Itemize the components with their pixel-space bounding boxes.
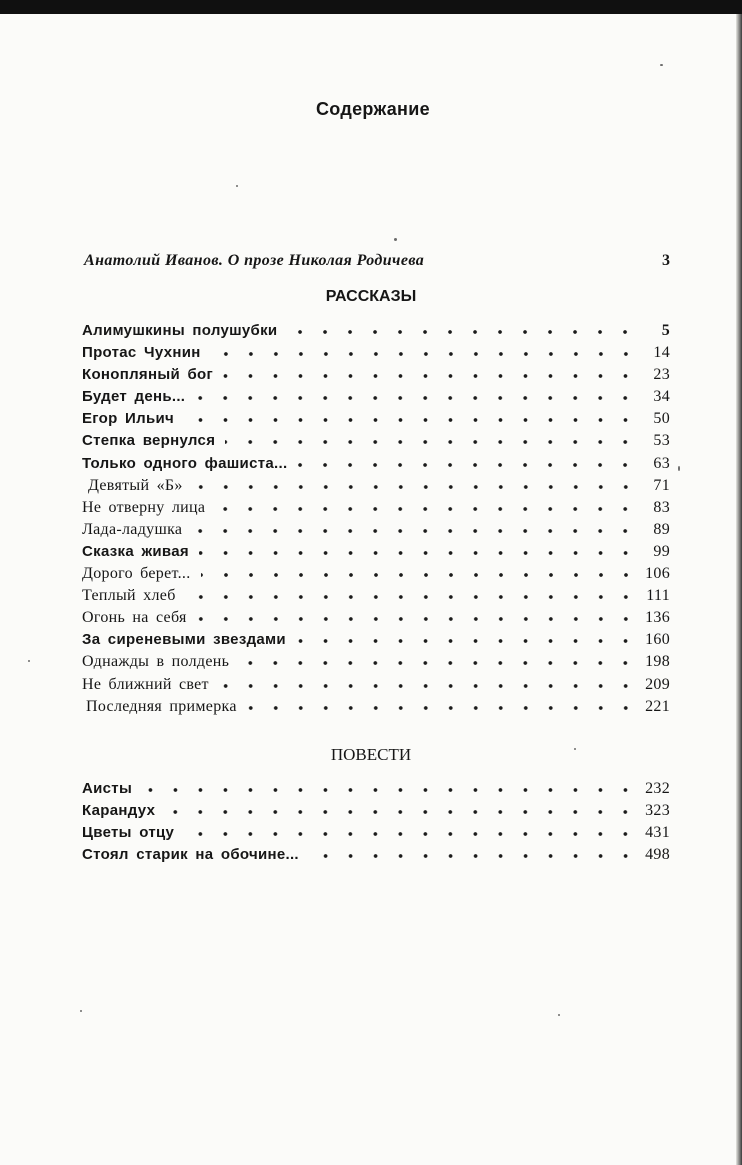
toc-row bbox=[82, 521, 670, 543]
toc-row bbox=[82, 455, 670, 477]
leader-dots bbox=[201, 572, 639, 578]
preface-page-number: 3 bbox=[662, 252, 670, 269]
scan-speck bbox=[236, 185, 238, 187]
toc-title: Егор Ильич bbox=[82, 410, 175, 428]
toc-title: Алимушкины полушубки bbox=[82, 322, 278, 339]
toc-page: 5 bbox=[661, 322, 670, 339]
toc-row bbox=[82, 587, 670, 609]
scan-top-border bbox=[0, 0, 742, 14]
toc-title: Карандух bbox=[82, 802, 156, 820]
scan-right-edge bbox=[736, 14, 742, 1165]
leader-dots bbox=[239, 660, 638, 666]
toc-page: 99 bbox=[653, 542, 670, 560]
toc-row bbox=[82, 609, 670, 631]
page-title: Содержание bbox=[316, 99, 430, 119]
toc-page: 53 bbox=[653, 432, 670, 450]
toc-row bbox=[82, 565, 670, 587]
toc-title: Однажды в полдень bbox=[82, 653, 230, 671]
scan-speck bbox=[394, 238, 397, 241]
toc-page: 83 bbox=[653, 498, 670, 516]
toc-title: Девятый «Б» bbox=[88, 476, 183, 494]
toc-row bbox=[82, 631, 670, 653]
toc-title: Последняя примерка bbox=[86, 697, 237, 715]
toc-list-novellas bbox=[82, 780, 670, 868]
leader-dots bbox=[309, 853, 638, 859]
toc-title: Только одного фашиста... bbox=[82, 454, 288, 472]
leader-dots bbox=[184, 831, 638, 837]
toc-row bbox=[82, 780, 670, 802]
toc-page: 34 bbox=[653, 388, 670, 406]
preface-entry bbox=[84, 252, 670, 276]
toc-title: Дорого берет... bbox=[82, 565, 191, 583]
leader-dots bbox=[186, 594, 638, 600]
toc-page: 71 bbox=[653, 476, 670, 494]
toc-page: 106 bbox=[645, 565, 670, 583]
toc-page: 50 bbox=[653, 410, 670, 428]
toc-row bbox=[82, 477, 670, 499]
leader-dots bbox=[215, 506, 638, 512]
toc-page: 232 bbox=[645, 780, 670, 797]
scan-speck bbox=[28, 660, 30, 662]
scan-speck bbox=[80, 1010, 82, 1012]
leader-dots bbox=[142, 787, 638, 793]
toc-title: Будет день... bbox=[82, 388, 186, 406]
toc-title: За сиреневыми звездами bbox=[82, 631, 286, 649]
toc-page: 221 bbox=[645, 697, 670, 715]
scan-speck bbox=[660, 64, 663, 66]
toc-title: Огонь на себя bbox=[82, 609, 187, 627]
toc-row bbox=[82, 388, 670, 410]
toc-page: 209 bbox=[645, 675, 670, 693]
toc-row bbox=[82, 344, 670, 366]
toc-page: 160 bbox=[645, 631, 670, 649]
leader-dots bbox=[247, 705, 638, 711]
toc-page: 89 bbox=[653, 520, 670, 538]
toc-title: Теплый хлеб bbox=[82, 587, 176, 605]
toc-row bbox=[82, 432, 670, 454]
toc-page: 431 bbox=[645, 824, 670, 842]
toc-title: Не отверну лица bbox=[82, 498, 206, 516]
toc-row bbox=[82, 653, 670, 675]
toc-row bbox=[82, 543, 670, 565]
scan-speck bbox=[558, 1014, 560, 1016]
toc-row bbox=[82, 499, 670, 521]
toc-title: Стоял старик на обочине... bbox=[82, 846, 299, 864]
leader-dots bbox=[195, 395, 638, 401]
toc-row bbox=[82, 824, 670, 846]
toc-row bbox=[82, 366, 670, 388]
toc-row bbox=[82, 802, 670, 824]
toc-page: 63 bbox=[653, 454, 670, 472]
leader-dots bbox=[165, 809, 638, 815]
toc-page: 14 bbox=[653, 344, 670, 362]
section-heading-stories: РАССКАЗЫ bbox=[325, 288, 417, 305]
toc-page: 23 bbox=[653, 366, 670, 384]
toc-title: Конопляный бог bbox=[82, 366, 214, 384]
toc-title: Протас Чухнин bbox=[82, 344, 201, 362]
leader-dots bbox=[193, 484, 638, 490]
scan-speck bbox=[574, 748, 576, 750]
leader-dots bbox=[219, 683, 638, 689]
preface-title: Анатолий Иванов. О прозе Николая Родичева bbox=[84, 252, 425, 269]
toc-page: 111 bbox=[646, 587, 670, 605]
toc-list-stories bbox=[82, 322, 670, 720]
leader-dots bbox=[223, 373, 638, 379]
leader-dots bbox=[184, 417, 638, 423]
leader-dots bbox=[296, 638, 638, 644]
toc-title: Степка вернулся bbox=[82, 432, 216, 450]
leader-dots bbox=[211, 351, 638, 357]
toc-title: Аисты bbox=[82, 780, 133, 797]
scan-speck bbox=[678, 466, 680, 471]
section-heading-novellas: ПОВЕСТИ bbox=[330, 745, 412, 764]
leader-dots bbox=[199, 550, 638, 556]
toc-title: Сказка живая bbox=[82, 542, 189, 560]
leader-dots bbox=[197, 616, 638, 622]
leader-dots bbox=[297, 462, 638, 468]
toc-title: Цветы отцу bbox=[82, 824, 175, 842]
toc-row bbox=[82, 698, 670, 720]
leader-dots bbox=[192, 528, 638, 534]
toc-row bbox=[82, 676, 670, 698]
toc-row bbox=[82, 846, 670, 868]
leader-dots bbox=[287, 329, 638, 335]
toc-page: 498 bbox=[645, 846, 670, 864]
toc-page: 136 bbox=[645, 609, 670, 627]
toc-title: Не ближний свет bbox=[82, 675, 209, 693]
toc-title: Лада-ладушка bbox=[82, 520, 183, 538]
toc-page: 198 bbox=[645, 653, 670, 671]
toc-page: 323 bbox=[645, 802, 670, 820]
toc-row bbox=[82, 410, 670, 432]
leader-dots bbox=[225, 439, 638, 445]
toc-row bbox=[82, 322, 670, 344]
